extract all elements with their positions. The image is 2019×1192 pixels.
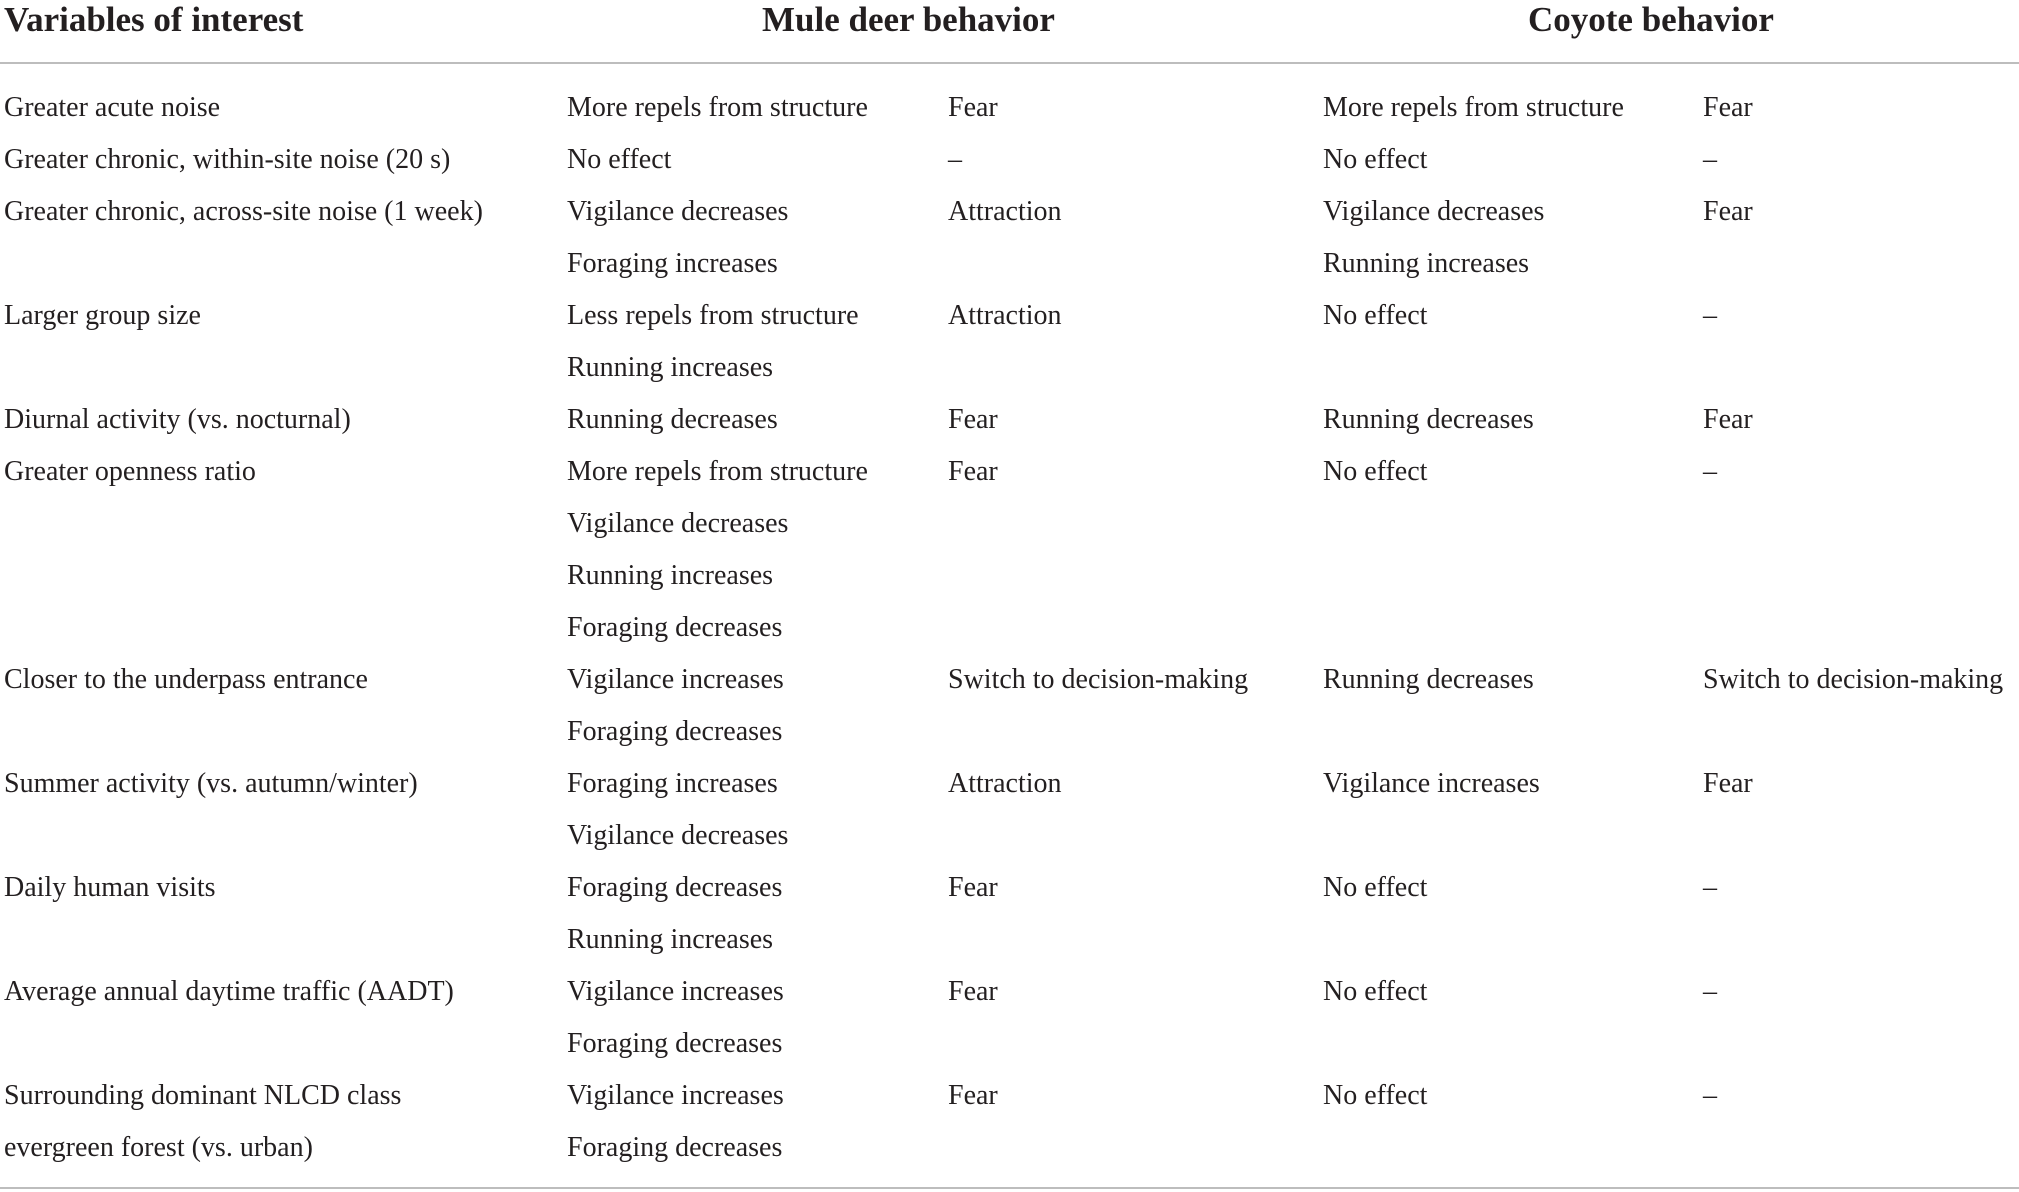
variable-cell xyxy=(4,758,418,810)
coyote-effects-cell xyxy=(1323,966,1427,1018)
variable-cell-line: Diurnal activity (vs. nocturnal) xyxy=(4,404,351,435)
deer-effects-cell xyxy=(567,290,859,394)
variable-cell-line: evergreen forest (vs. urban) xyxy=(4,1132,313,1163)
coyote-response-cell xyxy=(1703,1070,1717,1122)
coyote-effects-cell-line: No effect xyxy=(1323,1080,1428,1111)
coyote-effects-cell xyxy=(1323,134,1427,186)
variable-cell-line: Larger group size xyxy=(4,300,201,331)
deer-effects-cell-line: Foraging decreases xyxy=(567,872,783,903)
coyote-effects-cell-line: Vigilance decreases xyxy=(1323,196,1545,227)
variable-cell-line: Closer to the underpass entrance xyxy=(4,664,368,695)
deer-effects-cell-line: Running decreases xyxy=(567,404,778,435)
deer-effects-cell xyxy=(567,654,784,758)
coyote-response-cell xyxy=(1703,446,1717,498)
coyote-effects-cell xyxy=(1323,186,1544,290)
table-header xyxy=(0,0,2019,62)
deer-response-cell xyxy=(948,82,998,134)
variable-cell xyxy=(4,966,454,1018)
coyote-response-cell xyxy=(1703,82,1753,134)
variable-cell xyxy=(4,186,483,238)
variable-cell-line: Summer activity (vs. autumn/winter) xyxy=(4,768,418,799)
deer-effects-cell-line: Vigilance increases xyxy=(567,664,784,695)
coyote-effects-cell-line: No effect xyxy=(1323,144,1428,175)
header-coyote: Coyote behavior xyxy=(1528,0,1774,39)
coyote-effects-cell-line: No effect xyxy=(1323,300,1428,331)
variable-cell-line: Greater openness ratio xyxy=(4,456,256,487)
deer-effects-cell-line: Foraging decreases xyxy=(567,1028,783,1059)
coyote-response-cell xyxy=(1703,758,1753,810)
coyote-effects-cell-line: More repels from structure xyxy=(1323,92,1624,123)
deer-response-cell xyxy=(948,966,998,1018)
variable-cell xyxy=(4,82,220,134)
header-variables: Variables of interest xyxy=(4,0,304,39)
coyote-effects-cell-line: Running increases xyxy=(1323,248,1530,279)
coyote-response-cell xyxy=(1703,394,1753,446)
deer-effects-cell-line: Foraging increases xyxy=(567,248,778,279)
coyote-effects-cell xyxy=(1323,446,1427,498)
deer-response-cell xyxy=(948,654,1248,706)
deer-effects-cell-line: Foraging decreases xyxy=(567,716,783,747)
variable-cell-line: Greater acute noise xyxy=(4,92,221,123)
coyote-response-cell-text: Fear xyxy=(1703,404,1753,435)
coyote-effects-cell-line: No effect xyxy=(1323,456,1428,487)
coyote-effects-cell-line: Vigilance increases xyxy=(1323,768,1540,799)
deer-response-cell xyxy=(948,186,1062,238)
coyote-effects-cell-line: No effect xyxy=(1323,872,1428,903)
coyote-response-cell xyxy=(1703,186,1753,238)
deer-effects-cell-line: More repels from structure xyxy=(567,92,868,123)
coyote-effects-cell xyxy=(1323,394,1534,446)
deer-response-cell xyxy=(948,1070,998,1122)
deer-effects-cell xyxy=(567,966,784,1070)
variable-cell-line: Greater chronic, across-site noise (1 week) xyxy=(4,196,483,227)
deer-effects-cell xyxy=(567,394,778,446)
deer-effects-cell-line: No effect xyxy=(567,144,672,175)
coyote-effects-cell xyxy=(1323,654,1534,706)
variable-cell xyxy=(4,134,450,186)
coyote-response-cell-text: Fear xyxy=(1703,196,1753,227)
coyote-response-cell xyxy=(1703,654,2003,706)
deer-effects-cell xyxy=(567,446,868,654)
deer-effects-cell xyxy=(567,186,788,290)
deer-response-cell-text: Fear xyxy=(948,404,998,435)
coyote-response-cell xyxy=(1703,290,1717,342)
deer-response-cell xyxy=(948,758,1062,810)
coyote-response-cell-text: – xyxy=(1703,872,1717,903)
coyote-effects-cell xyxy=(1323,862,1427,914)
variable-cell xyxy=(4,394,351,446)
coyote-response-cell-text: – xyxy=(1703,300,1717,331)
coyote-effects-cell-line: Running decreases xyxy=(1323,664,1534,695)
coyote-effects-cell xyxy=(1323,758,1540,810)
deer-response-cell-text: Attraction xyxy=(948,196,1062,227)
variable-cell xyxy=(4,654,368,706)
coyote-effects-cell-line: Running decreases xyxy=(1323,404,1534,435)
coyote-response-cell-text: Switch to decision-making xyxy=(1703,664,2004,695)
deer-effects-cell xyxy=(567,862,782,966)
deer-effects-cell xyxy=(567,82,868,134)
bottom-rule xyxy=(0,1187,2019,1189)
deer-response-cell-text: Fear xyxy=(948,872,998,903)
deer-effects-cell-line: Vigilance increases xyxy=(567,976,784,1007)
variable-cell xyxy=(4,446,256,498)
coyote-response-cell-text: – xyxy=(1703,976,1717,1007)
variable-cell-line: Surrounding dominant NLCD class xyxy=(4,1080,402,1111)
deer-effects-cell-line: Running increases xyxy=(567,560,774,591)
deer-effects-cell xyxy=(567,1070,784,1174)
deer-effects-cell-line: More repels from structure xyxy=(567,456,868,487)
coyote-effects-cell xyxy=(1323,290,1427,342)
coyote-response-cell-text: – xyxy=(1703,456,1717,487)
deer-effects-cell-line: Vigilance decreases xyxy=(567,196,789,227)
deer-response-cell xyxy=(948,290,1062,342)
deer-response-cell-text: Fear xyxy=(948,1080,998,1111)
deer-response-cell xyxy=(948,862,998,914)
deer-effects-cell-line: Running increases xyxy=(567,924,774,955)
deer-effects-cell xyxy=(567,134,671,186)
coyote-response-cell xyxy=(1703,862,1717,914)
deer-response-cell xyxy=(948,446,998,498)
deer-effects-cell-line: Vigilance increases xyxy=(567,1080,784,1111)
coyote-effects-cell-line: No effect xyxy=(1323,976,1428,1007)
deer-effects-cell-line: Vigilance decreases xyxy=(567,508,789,539)
deer-effects-cell-line: Running increases xyxy=(567,352,774,383)
deer-response-cell-text: Fear xyxy=(948,92,998,123)
coyote-effects-cell xyxy=(1323,1070,1427,1122)
deer-response-cell xyxy=(948,134,962,186)
deer-effects-cell-line: Foraging decreases xyxy=(567,612,783,643)
header-mule-deer: Mule deer behavior xyxy=(762,0,1055,39)
coyote-response-cell-text: Fear xyxy=(1703,768,1753,799)
deer-response-cell-text: – xyxy=(948,144,962,175)
deer-effects-cell xyxy=(567,758,788,862)
deer-effects-cell-line: Less repels from structure xyxy=(567,300,859,331)
coyote-effects-cell xyxy=(1323,82,1624,134)
variable-cell-line: Average annual daytime traffic (AADT) xyxy=(4,976,454,1007)
deer-response-cell-text: Switch to decision-making xyxy=(948,664,1249,695)
variable-cell xyxy=(4,862,216,914)
coyote-response-cell-text: Fear xyxy=(1703,92,1753,123)
variable-cell-line: Greater chronic, within-site noise (20 s) xyxy=(4,144,451,175)
deer-response-cell-text: Fear xyxy=(948,456,998,487)
coyote-response-cell xyxy=(1703,966,1717,1018)
deer-effects-cell-line: Foraging decreases xyxy=(567,1132,783,1163)
deer-response-cell-text: Attraction xyxy=(948,300,1062,331)
deer-response-cell xyxy=(948,394,998,446)
deer-effects-cell-line: Foraging increases xyxy=(567,768,778,799)
coyote-response-cell-text: – xyxy=(1703,1080,1717,1111)
coyote-response-cell-text: – xyxy=(1703,144,1717,175)
deer-response-cell-text: Fear xyxy=(948,976,998,1007)
deer-effects-cell-line: Vigilance decreases xyxy=(567,820,789,851)
variable-cell xyxy=(4,1070,401,1174)
header-rule xyxy=(0,62,2019,64)
variable-cell xyxy=(4,290,201,342)
variable-cell-line: Daily human visits xyxy=(4,872,216,903)
coyote-response-cell xyxy=(1703,134,1717,186)
deer-response-cell-text: Attraction xyxy=(948,768,1062,799)
